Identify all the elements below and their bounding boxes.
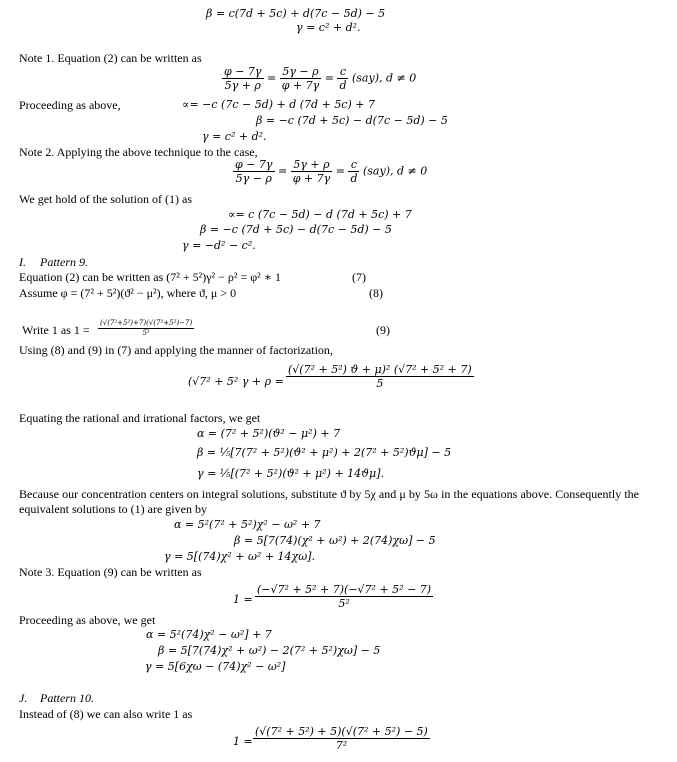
pattern-9-title: Pattern 9. [40,255,88,269]
equation-alpha-6: α = 5²(74)χ² − ω²] + 7 [146,628,272,641]
equation-number-7: (7) [352,270,366,284]
equation-beta-5: β = 5[7(74)(χ² + ω²) + 2(74)χω] − 5 [234,534,436,547]
instead-text: Instead of (8) we can also write 1 as [19,707,193,721]
equation-big-lhs: (√7² + 5² γ + ρ = [188,375,284,388]
frac-den: 7² [335,739,348,752]
equation-note-3-fraction [255,584,433,609]
frac-num: (√(7² + 5²) + 5)(√(7² + 5²) − 5) [255,725,428,738]
frac-den: d [339,79,347,92]
equation-big-fraction [286,364,474,389]
frac-num: 5γ − ρ [280,66,322,79]
frac-den: 5² [338,597,350,610]
write-1-fraction [98,320,194,337]
equation-alpha-2: ∝= −c (7c − 5d) + d (7d + 5c) + 7 [182,98,375,111]
frac-num: (−√7² + 5² + 7)(−√7² + 5² − 7) [257,583,432,596]
pattern-10-title: Pattern 10. [40,691,94,705]
frac-den: 5γ + ρ [224,79,261,92]
note-3-text: Note 3. Equation (9) can be written as [19,565,202,579]
equation-note-3-lhs: 1 = [233,593,253,606]
equation-beta-6: β = 5[7(74)χ² + ω²) − 2(7² + 5²)χω] − 5 [158,644,381,657]
equation-alpha-4: α = (7² + 5²)(ϑ² − μ²) + 7 [197,427,341,440]
equation-beta-1: β = c(7d + 5c) + d(7c − 5d) − 5 [206,7,386,20]
pattern-10-number: J. [19,691,28,705]
equation-gamma-6: γ = 5[6χω − (74)χ² − ω²] [145,660,286,673]
equation-alpha-3: ∝= c (7c − 5d) − d (7d + 5c) + 7 [228,208,412,221]
equation-number-8: (8) [369,286,383,300]
equation-beta-2: β = −c (7d + 5c) − d(7c − 5d) − 5 [256,114,448,127]
using-text: Using (8) and (9) in (7) and applying the manner of factorization, [19,343,333,357]
frac-num: c [337,66,348,79]
write-1-text: Write 1 as 1 = [22,323,90,337]
frac-den: 5² [142,329,150,337]
frac-den: 5γ − ρ [235,172,272,185]
equation-beta-4: β = ⅕[7(7² + 5²)(ϑ² + μ²) + 2(7² + 5²)ϑμ] − 5 [197,446,452,459]
equation-last-lhs: 1 = [233,735,253,748]
equation-tail: (say), d ≠ 0 [362,164,428,178]
equating-text: Equating the rational and irrational factors, we get [19,411,261,425]
because-paragraph: Because our concentration centers on integral solutions, substitute ϑ by 5χ and μ by 5ω in the equations above. Consequently the equivalent solutions to (1) are given by [19,487,639,516]
frac-num: φ − 7γ [224,65,262,78]
equation-gamma-3: γ = −d² − c². [182,239,256,252]
frac-num: (√(7²+5²)+7)(√(7²+5²)−7) [100,319,193,327]
equation-beta-3: β = −c (7d + 5c) − d(7c − 5d) − 5 [200,223,392,236]
frac-num: (√(7² + 5²) ϑ + μ)² (√7² + 5² + 7) [288,363,472,376]
frac-den: d [350,172,358,185]
proceeding-text-2: Proceeding as above, we get [19,613,156,627]
note-1-text: Note 1. Equation (2) can be written as [19,51,202,65]
frac-num: 5γ + ρ [291,159,333,172]
equation-gamma-1: γ = c² + d². [296,21,361,34]
assume-text: Assume φ = (7² + 5²)(ϑ² − μ²), where ϑ, μ > 0 [19,286,237,300]
equation-number-9: (9) [376,323,390,337]
note-2-text: Note 2. Applying the above technique to the case, [19,145,258,159]
frac-num: φ − 7γ [235,158,273,171]
pattern-9-number: I. [19,255,26,269]
frac-num: c [348,159,359,172]
equation-gamma-2: γ = c² + d². [202,130,267,143]
equation-last-fraction [253,726,430,751]
frac-den: φ + 7γ [281,79,320,92]
get-hold-text: We get hold of the solution of (1) as [19,192,192,206]
equation-alpha-5: α = 5²(7² + 5²)χ² − ω² + 7 [174,518,321,531]
equation-2-text: Equation (2) can be written as (7² + 5²)γ² − ρ² = φ² ∗ 1 [19,270,281,284]
equation-tail: (say), d ≠ 0 [351,71,417,85]
equation-gamma-5: γ = 5[(74)χ² + ω² + 14χω]. [164,550,315,563]
equation-gamma-4: γ = ⅕[(7² + 5²)(ϑ² + μ²) + 14ϑμ]. [197,467,384,480]
proceeding-text-1: Proceeding as above, [19,98,121,112]
equation-note-1: $\frac{\varphi - 7\gamma}{5\gamma + \rho}$ = $\frac{5\gamma - \rho}{\varphi + 7\gamma}$ = $\frac{c}{d}$ (say), d ≠ 0 [224,65,417,92]
frac-den: φ + 7γ [292,172,331,185]
frac-den: 5 [376,377,384,390]
equation-note-2: $\frac{\varphi - 7\gamma}{5\gamma - \rho}$ = $\frac{5\gamma + \rho}{\varphi + 7\gamma}$ = $\frac{c}{d}$ (say), d ≠ 0 [235,158,428,185]
